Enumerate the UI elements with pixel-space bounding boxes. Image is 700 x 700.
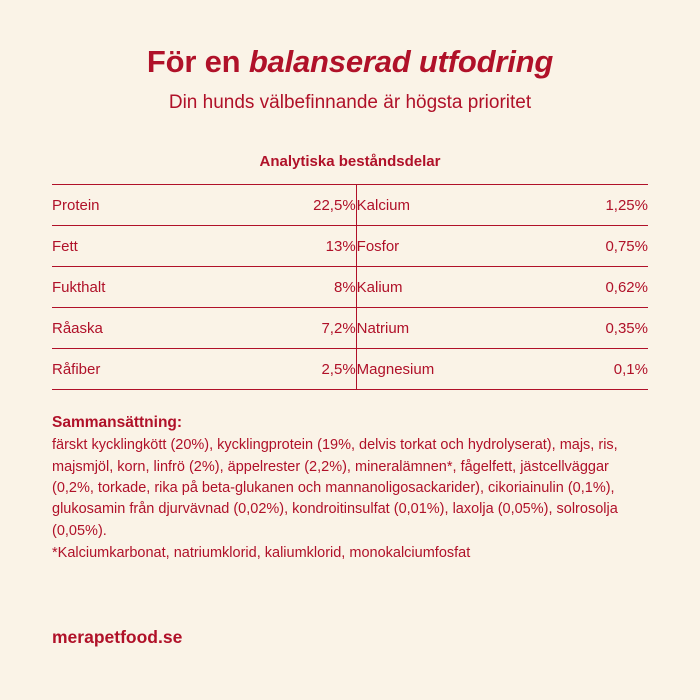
mineral-value: 0,1% xyxy=(613,360,648,378)
table-row xyxy=(52,267,648,308)
mineral-label: Kalcium xyxy=(356,196,411,214)
analytics-table-heading: Analytiska beståndsdelar xyxy=(259,153,441,171)
nutrient-value: 8% xyxy=(263,267,356,308)
page-title xyxy=(52,44,648,80)
nutrient-label: Fett xyxy=(52,237,78,255)
nutrient-value: 7,2% xyxy=(263,308,356,349)
header xyxy=(52,0,648,114)
analytics-table xyxy=(52,184,648,390)
website-label: merapetfood.se xyxy=(52,627,183,647)
nutrient-label: Råaska xyxy=(52,319,103,337)
mineral-value: 0,35% xyxy=(605,319,648,337)
table-row xyxy=(52,349,648,390)
title-part-one: För en xyxy=(146,44,249,79)
nutrient-label: Råfiber xyxy=(52,360,101,378)
nutrient-value: 22,5% xyxy=(263,185,356,226)
composition-body: färskt kycklingkött (20%), kycklingprotein (19%, delvis torkat och hydrolyserat), majs, ris, majsmjöl, korn, linfrö (2%), äppelrester (2,2%), mineralämnen*, fågelfett, jästcellväggar (0,2%, torkade, rika på beta-glukanen och mannanoligosackarider), cikoriainulin (0,1%), glukosamin från djurvävnad (0,02%), kondroitinsulfat (0,01%), laxolja (0,05%), solrosolja (0,05%). xyxy=(52,437,618,539)
nutrient-label: Protein xyxy=(52,196,100,214)
composition-heading: Sammansättning: xyxy=(52,414,183,432)
table-row xyxy=(52,226,648,267)
table-row xyxy=(52,185,648,226)
composition-note: *Kalciumkarbonat, natriumklorid, kaliumklorid, monokalciumfosfat xyxy=(52,545,471,561)
composition-section xyxy=(52,414,652,564)
nutrient-value: 2,5% xyxy=(263,349,356,390)
mineral-label: Kalium xyxy=(356,278,403,296)
mineral-value: 0,75% xyxy=(605,237,648,255)
mineral-label: Magnesium xyxy=(356,360,435,378)
mineral-value: 1,25% xyxy=(605,196,648,214)
nutrient-label: Fukthalt xyxy=(52,278,106,296)
nutrient-value: 13% xyxy=(263,226,356,267)
mineral-label: Natrium xyxy=(356,319,410,337)
table-row xyxy=(52,308,648,349)
title-part-two: balanserad utfodring xyxy=(248,44,554,79)
page-subtitle: Din hunds välbefinnande är högsta prioritet xyxy=(168,91,532,113)
mineral-value: 0,62% xyxy=(605,278,648,296)
mineral-label: Fosfor xyxy=(356,237,400,255)
